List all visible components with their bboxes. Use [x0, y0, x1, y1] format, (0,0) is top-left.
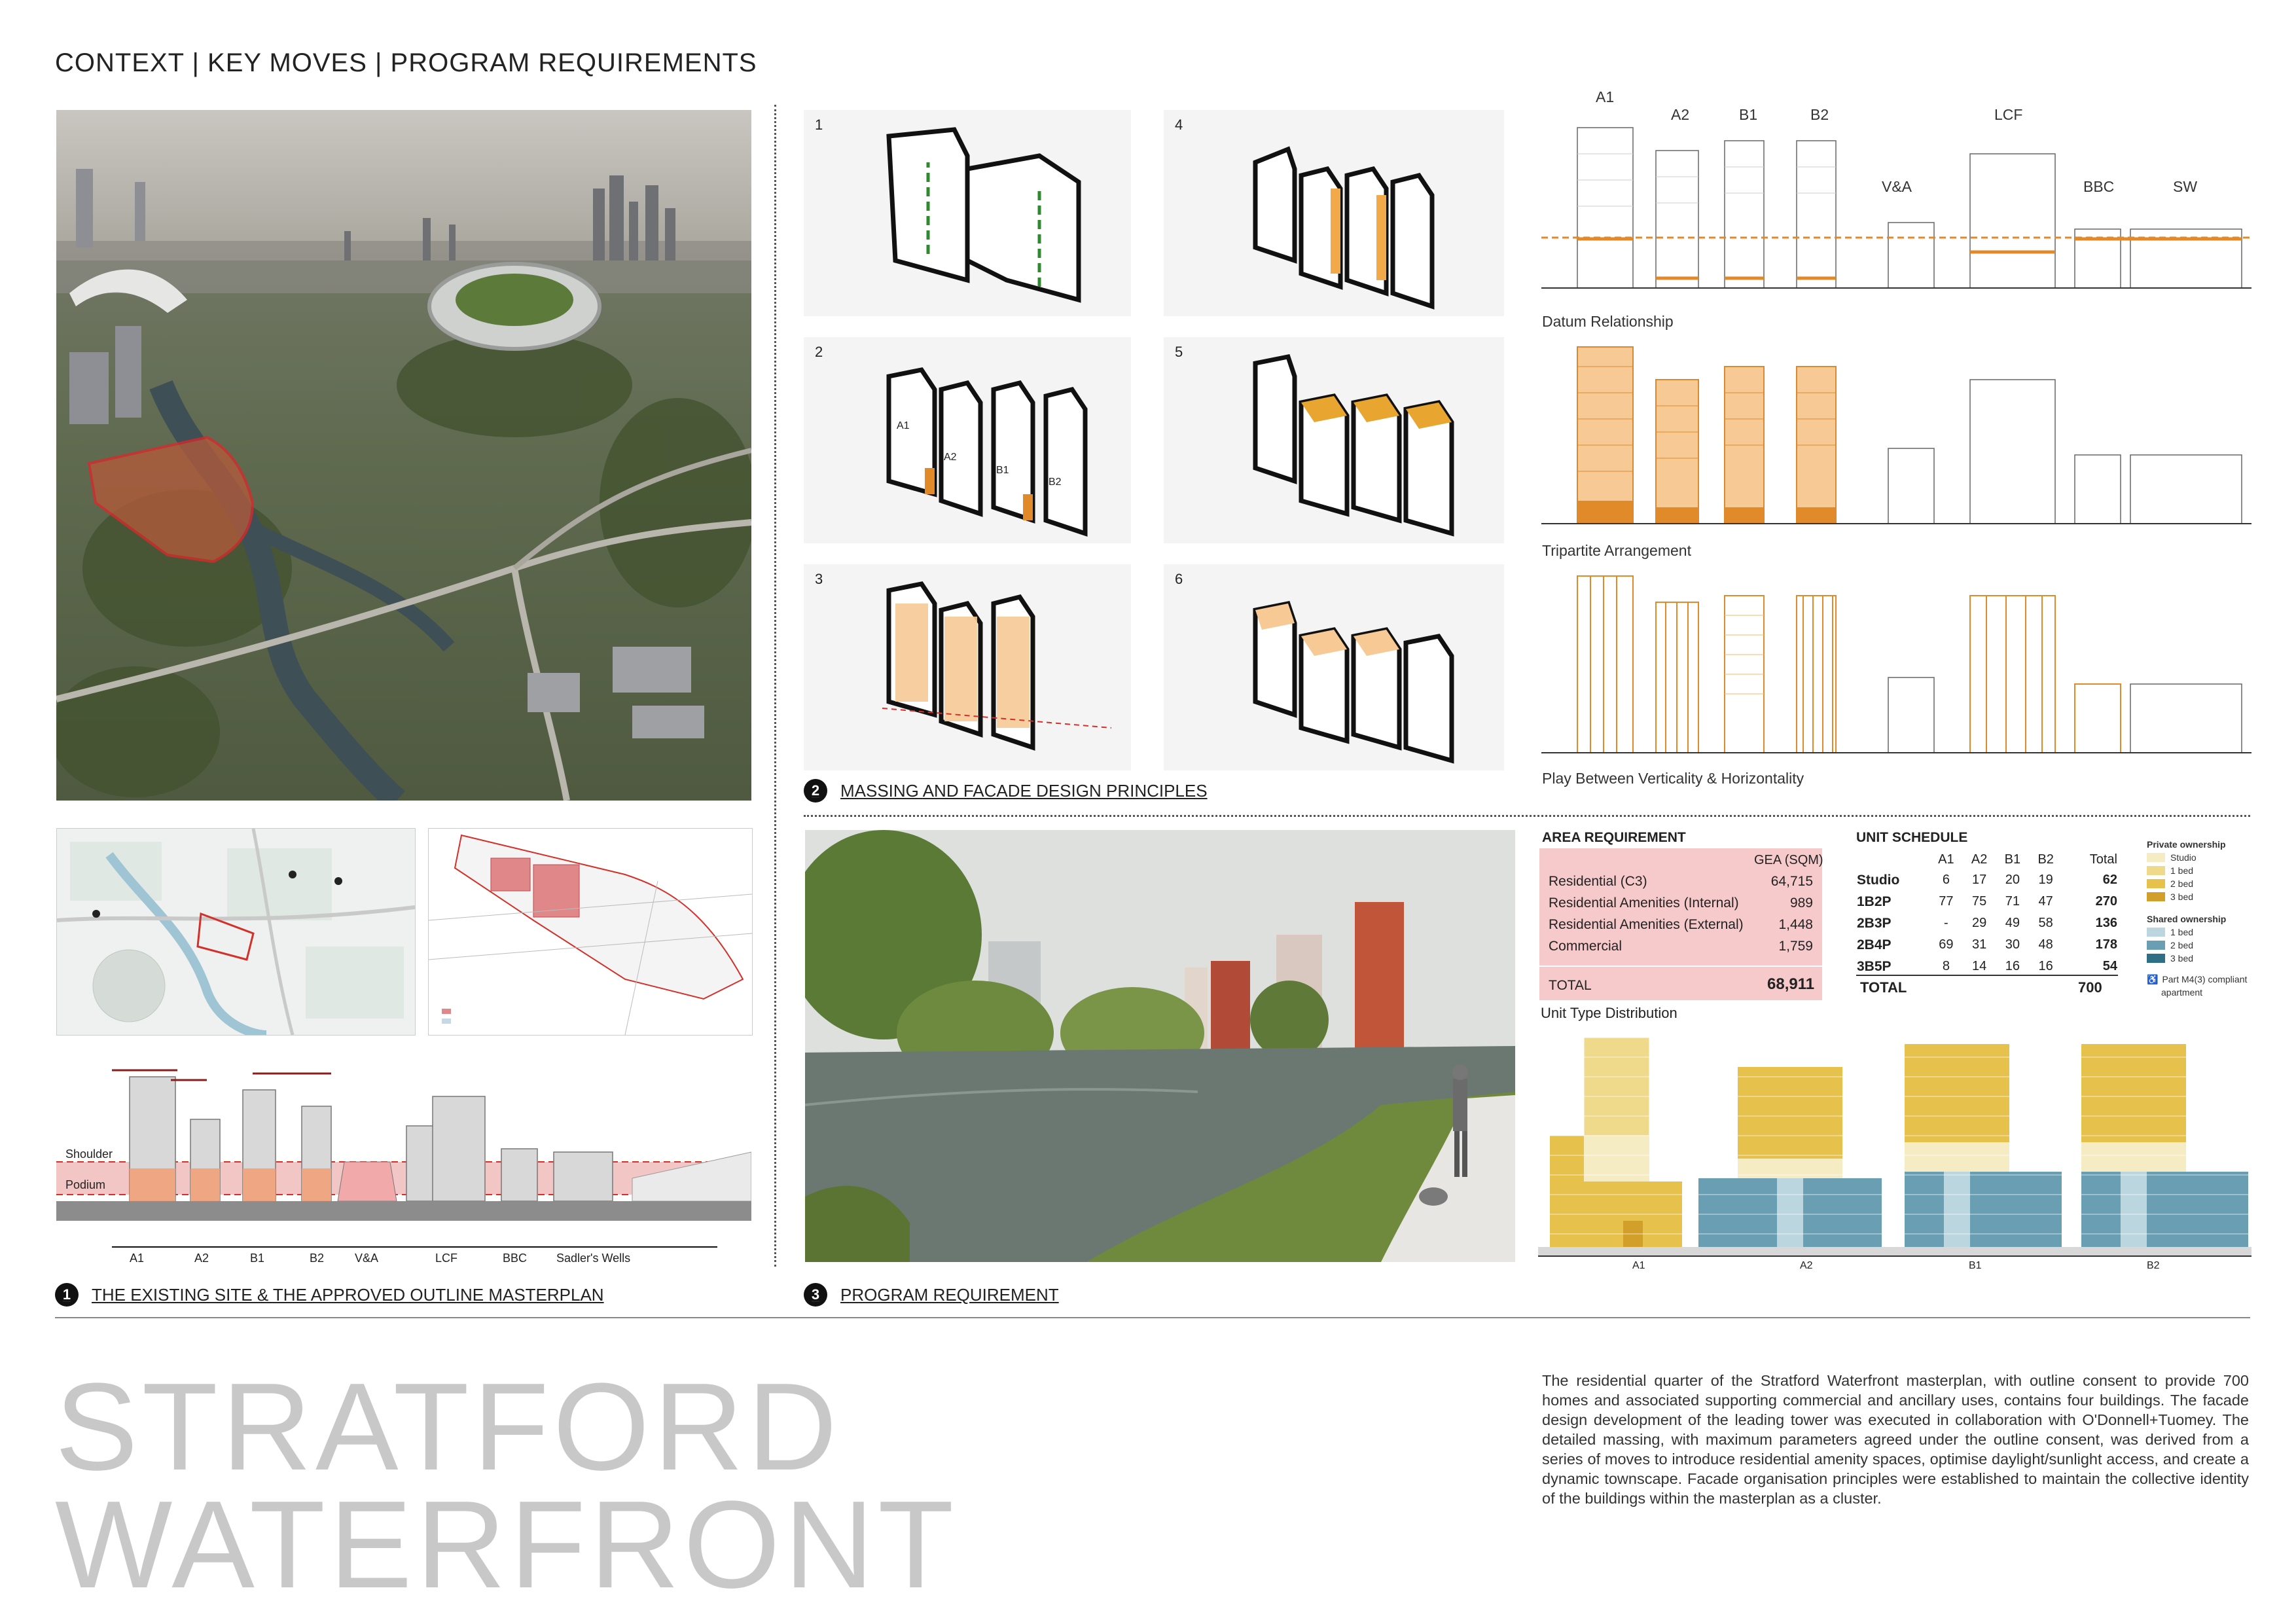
- legend-label: 2 bed: [2170, 878, 2194, 889]
- sched-cell: 29: [1972, 916, 1987, 930]
- sched-row: [1856, 869, 2118, 891]
- massing-step-6: [1164, 564, 1504, 770]
- elev-label-b1: B1: [1739, 106, 1758, 123]
- legend-item: [2147, 926, 2251, 939]
- area-row-value: 1,759: [1778, 938, 1813, 954]
- bldg-label-b1: B1: [250, 1252, 265, 1265]
- legend-swatch: [2147, 954, 2165, 963]
- sched-cell: 48: [2038, 937, 2053, 952]
- sched-cell: 31: [1972, 937, 1987, 952]
- elevation-tripartite: [1541, 340, 2251, 530]
- legend-swatch: [2147, 879, 2165, 888]
- masterplan-section: [56, 1047, 751, 1273]
- bldg-label-bbc: BBC: [503, 1252, 528, 1265]
- dist-label-a1: A1: [1632, 1260, 1645, 1271]
- section1-number: 1: [55, 1283, 79, 1307]
- legend-item: [2147, 890, 2251, 903]
- schedule-total-value: 700: [2078, 979, 2102, 996]
- step2-label-a1: A1: [897, 420, 910, 431]
- dist-label-b2: B2: [2147, 1260, 2160, 1271]
- legend-private-title: Private ownership: [2147, 839, 2226, 850]
- sched-cell: 20: [2005, 873, 2020, 887]
- sched-cell-total: 178: [2095, 937, 2117, 952]
- step-number-5: 5: [1175, 344, 1183, 360]
- legend-swatch: [2147, 928, 2165, 937]
- area-total-label: TOTAL: [1549, 978, 1592, 993]
- bldg-label-a2: A2: [194, 1252, 209, 1265]
- sched-cell: 71: [2005, 894, 2020, 909]
- area-row-value: 989: [1789, 895, 1813, 911]
- elev-label-sw: SW: [2173, 178, 2198, 195]
- step2-label-b2: B2: [1049, 477, 1062, 488]
- area-row: [1543, 935, 1818, 957]
- legend-label: 1 bed: [2170, 865, 2194, 876]
- legend-label: 3 bed: [2170, 953, 2194, 964]
- bldg-label-b2: B2: [310, 1252, 325, 1265]
- horizontal-divider: [804, 815, 2250, 817]
- sched-row-type: 2B4P: [1857, 937, 1892, 952]
- section3-caption-text: PROGRAM REQUIREMENT: [840, 1284, 1059, 1305]
- sched-row-type: 1B2P: [1857, 893, 1892, 909]
- sched-col-a1: A1: [1938, 852, 1954, 867]
- elev-label-lcf: LCF: [1994, 106, 2023, 123]
- project-description: The residential quarter of the Stratford Waterfront masterplan, with outline consent to provide 700 homes and associated supporting commercial and ancillary uses, contains four buildings. The facade design development of the leading tower was executed in collaboration with O'Donnell+Tuomey. The detailed massing, with maximum parameters agreed under the outline consent, was derived from a series of moves to introduce residential amenity spaces, optimise daylight/sunlight access, and create a dynamic townscape. Facade organisation principles were established to maintain the collective identity of the buildings within the masterplan as a cluster.: [1542, 1372, 2249, 1507]
- unit-schedule-table: [1856, 850, 2118, 977]
- step-number-1: 1: [815, 117, 823, 133]
- legend-item: [2147, 877, 2251, 890]
- section2-number: 2: [804, 779, 827, 803]
- dist-label-b1: B1: [1969, 1260, 1982, 1271]
- massing-step-2: [804, 337, 1131, 543]
- project-title-line1: STRATFORD: [55, 1358, 841, 1496]
- massing-step-4: [1164, 110, 1504, 316]
- sched-cell: 75: [1972, 894, 1987, 909]
- section3-caption: [804, 1283, 1059, 1307]
- project-title-line2: WATERFRONT: [55, 1475, 958, 1614]
- shoulder-label: Shoulder: [65, 1147, 113, 1161]
- elevation-label-datum: Datum Relationship: [1542, 313, 1674, 330]
- elev-label-a2: A2: [1671, 106, 1690, 123]
- schedule-total-rule: [1856, 975, 2118, 976]
- sched-cell: -: [1944, 916, 1948, 930]
- area-row-label: Residential Amenities (External): [1549, 916, 1744, 932]
- podium-label: Podium: [65, 1178, 106, 1191]
- area-row: [1543, 914, 1818, 935]
- elev-label-a1: A1: [1596, 88, 1615, 105]
- legend-label: 1 bed: [2170, 927, 2194, 937]
- sched-cell-total: 270: [2095, 894, 2117, 909]
- sched-row: [1856, 912, 2118, 934]
- step-number-4: 4: [1175, 117, 1183, 133]
- bldg-label-lcf: LCF: [435, 1252, 458, 1265]
- massing-step-1: [804, 110, 1131, 316]
- legend-compliance-text: Part M4(3) compliant: [2162, 974, 2248, 984]
- legend-shared-title: Shared ownership: [2147, 914, 2227, 924]
- sched-cell: 47: [2038, 894, 2053, 909]
- section1-caption-text: THE EXISTING SITE & THE APPROVED OUTLINE MASTERPLAN: [92, 1284, 604, 1305]
- legend-item: [2147, 939, 2251, 952]
- sched-row: [1856, 934, 2118, 956]
- elev-label-bbc: BBC: [2083, 178, 2115, 195]
- legend-item: [2147, 864, 2251, 877]
- location-map: [56, 828, 416, 1036]
- legend-swatch: [2147, 892, 2165, 901]
- legend-compliance: [2147, 973, 2251, 986]
- area-requirement-title: AREA REQUIREMENT: [1542, 830, 1686, 845]
- legend-label: 3 bed: [2170, 892, 2194, 902]
- bldg-label-va: V&A: [355, 1252, 379, 1265]
- legend-swatch: [2147, 941, 2165, 950]
- legend-compliance-2: apartment: [2161, 987, 2203, 998]
- distribution-title: Unit Type Distribution: [1541, 1005, 1677, 1021]
- section2-caption: [804, 779, 1208, 803]
- sched-cell: 14: [1972, 959, 1987, 973]
- step-number-3: 3: [815, 571, 823, 587]
- wheelchair-icon: ♿: [2147, 973, 2159, 984]
- sched-cell-total: 54: [2102, 959, 2117, 973]
- elevation-label-verticality: Play Between Verticality & Horizontality: [1542, 770, 1804, 787]
- bldg-label-sw: Sadler's Wells: [556, 1252, 631, 1265]
- waterfront-render: [805, 830, 1515, 1262]
- dist-label-a2: A2: [1800, 1260, 1813, 1271]
- area-row-label: Residential (C3): [1549, 873, 1647, 889]
- sched-col-b1: B1: [2004, 852, 2021, 867]
- area-total-value: 68,911: [1767, 975, 1815, 993]
- elevation-label-tripartite: Tripartite Arrangement: [1542, 542, 1691, 559]
- area-total-rule: [1539, 965, 1822, 967]
- area-row-value: 1,448: [1778, 916, 1813, 932]
- elev-label-va: V&A: [1882, 178, 1912, 195]
- area-row: [1543, 892, 1818, 914]
- step-number-6: 6: [1175, 571, 1183, 587]
- sched-cell: 16: [2005, 959, 2020, 973]
- site-plan: [428, 828, 753, 1036]
- massing-step-5: [1164, 337, 1504, 543]
- sched-cell: 30: [2005, 937, 2020, 952]
- sched-row-type: Studio: [1857, 872, 1900, 888]
- schedule-total-label: TOTAL: [1860, 979, 1907, 996]
- sched-col-b2: B2: [2037, 852, 2054, 867]
- legend-item: [2147, 851, 2251, 864]
- legend-label: Studio: [2170, 852, 2197, 863]
- sched-cell: 6: [1942, 873, 1950, 887]
- area-row-value: 64,715: [1770, 873, 1813, 889]
- sched-cell-total: 62: [2102, 873, 2117, 887]
- area-row: [1543, 871, 1818, 892]
- legend-label: 2 bed: [2170, 940, 2194, 950]
- step2-label-b1: B1: [996, 465, 1009, 476]
- unit-legend: [2147, 838, 2251, 999]
- page-title: CONTEXT | KEY MOVES | PROGRAM REQUIREMENTS: [55, 48, 757, 77]
- sched-cell: 69: [1939, 937, 1954, 952]
- footer-rule: [55, 1317, 2250, 1318]
- sched-col-a2: A2: [1971, 852, 1988, 867]
- sched-cell: 58: [2038, 916, 2053, 930]
- sched-cell: 49: [2005, 916, 2020, 930]
- elevation-datum: [1541, 115, 2251, 298]
- elev-label-b2: B2: [1810, 106, 1829, 123]
- sched-cell: 77: [1939, 894, 1954, 909]
- sched-cell: 16: [2038, 959, 2053, 973]
- bldg-label-a1: A1: [130, 1252, 145, 1265]
- step-number-2: 2: [815, 344, 823, 360]
- sched-cell: 17: [1972, 873, 1987, 887]
- sched-row-type: 3B5P: [1857, 958, 1892, 974]
- sched-cell: 19: [2038, 873, 2053, 887]
- section3-number: 3: [804, 1283, 827, 1307]
- unit-schedule-title: UNIT SCHEDULE: [1856, 830, 1968, 845]
- vertical-divider: [774, 105, 776, 1267]
- legend-item: [2147, 952, 2251, 965]
- legend-swatch: [2147, 853, 2165, 862]
- unit-distribution-diagram: [1538, 1031, 2251, 1273]
- section1-caption: [55, 1283, 604, 1307]
- sched-cell: 8: [1942, 959, 1950, 973]
- massing-step-3: [804, 564, 1131, 770]
- sched-row: [1856, 891, 2118, 912]
- area-unit-header: GEA (SQM): [1754, 853, 1823, 867]
- aerial-photo: [56, 110, 751, 801]
- legend-swatch: [2147, 866, 2165, 875]
- elevation-verticality: [1541, 569, 2251, 759]
- sched-col-total: Total: [2089, 852, 2117, 867]
- sched-row-type: 2B3P: [1857, 915, 1892, 931]
- area-table: [1543, 871, 1818, 957]
- step2-label-a2: A2: [944, 452, 957, 463]
- area-row-label: Commercial: [1549, 938, 1623, 954]
- area-row-label: Residential Amenities (Internal): [1549, 895, 1739, 911]
- sched-cell-total: 136: [2095, 916, 2117, 930]
- section2-caption-text: MASSING AND FACADE DESIGN PRINCIPLES: [840, 780, 1208, 801]
